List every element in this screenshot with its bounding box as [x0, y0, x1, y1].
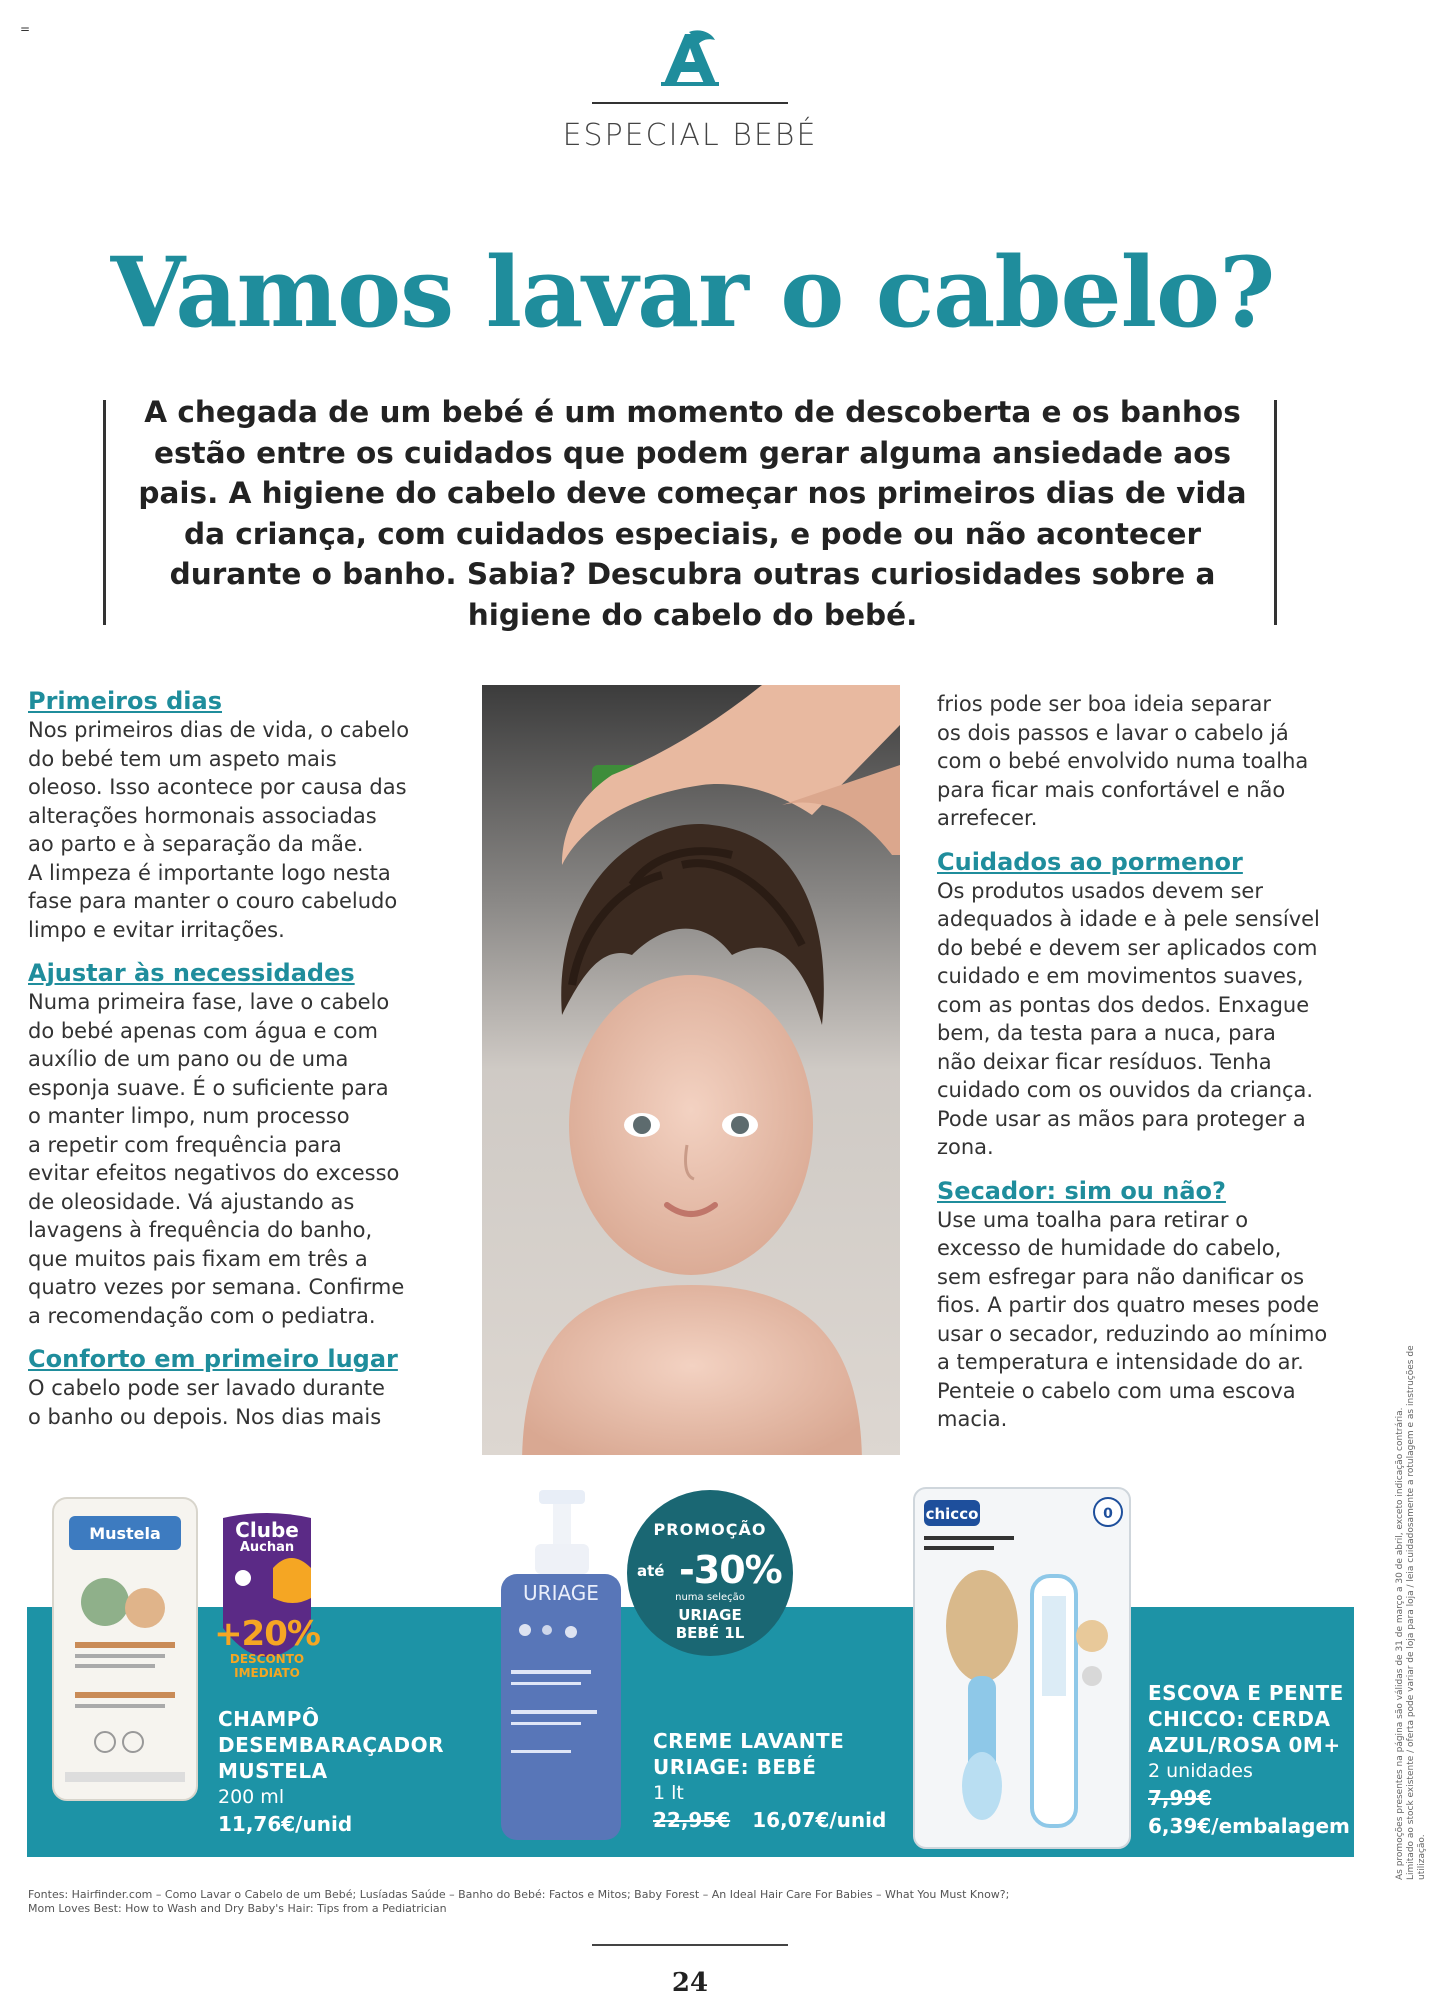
- svg-text:0: 0: [1103, 1506, 1113, 1522]
- clube-discount-pct: +20%: [214, 1614, 320, 1654]
- page-number: 24: [671, 1968, 709, 1998]
- heading-cuidados: Cuidados ao pormenor: [937, 847, 1243, 876]
- heading-secador: Secador: sim ou não?: [937, 1176, 1226, 1205]
- heading-conforto: Conforto em primeiro lugar: [28, 1345, 398, 1373]
- body-ajustar: Numa primeira fase, lave o cabelo do bebé apenas com água e com auxílio de um pano ou de uma esponja suave. É o suficiente para o manter limpo, num processo a repetir com frequência para evitar efeitos negativos do excesso de oleosidade. Vá ajustando as lavagens à frequência do banho, que muitos pais fixam em três a quatro vezes por semana. Confirme a recomendação com o pediatra.: [28, 990, 405, 1328]
- promo-selection: numa seleção: [675, 1592, 745, 1603]
- product-old-price-value: 7,99€: [1148, 1786, 1212, 1810]
- product-name: CHAMPÔ DESEMBARAÇADOR MUSTELA: [218, 1707, 444, 1783]
- clube-imediato: IMEDIATO: [234, 1666, 300, 1680]
- product-old-price: 22,95€: [653, 1808, 731, 1832]
- promo-label: PROMOÇÃO: [653, 1520, 767, 1539]
- promo-target: URIAGE BEBÉ 1L: [675, 1606, 745, 1642]
- footer-rule: [592, 1944, 788, 1946]
- page-headline: Vamos lavar o cabelo?: [110, 236, 1275, 349]
- body-conforto-cont: frios pode ser boa ideia separar os dois passos e lavar o cabelo já com o bebé envolvido numa toalha para ficar mais confortável e não arrefecer.: [937, 692, 1309, 830]
- product-price: 16,07€/unid: [752, 1808, 887, 1832]
- product-price: 11,76€/unid: [218, 1812, 353, 1836]
- promo-badge: [627, 1490, 793, 1656]
- product-chicco[interactable]: [1148, 1680, 1358, 1840]
- auchan-logo-icon: [655, 28, 725, 90]
- product-name: ESCOVA E PENTE CHICCO: CERDA AZUL/ROSA 0M+: [1148, 1681, 1344, 1757]
- clube-auchan-badge: [213, 1508, 321, 1686]
- intro-paragraph: A chegada de um bebé é um momento de descoberta e os banhos estão entre os cuidados que podem gerar alguma ansiedade aos pais. A higiene do cabelo deve começar nos primeiros dias de vida da criança, com cuidados especiais, e pode ou não acontecer durante o banho. Sabia? Descubra outras curiosidades sobre a higiene do cabelo do bebé.: [138, 395, 1247, 632]
- product-old-price: [1148, 1784, 1358, 1812]
- sources-footnote: Fontes: Hairfinder.com – Como Lavar o Cabelo de um Bebé; Lusíadas Saúde – Banho do Bebé: Factos e Mitos; Baby Forest – An Ideal Hair Care For Babies – What You Must Know?; Mom Loves Best: How to Wash and Dry Baby's Hair: Tips from a Pediatrician: [28, 1888, 1010, 1915]
- baby-hair-washing-photo: [482, 685, 900, 1455]
- product-qty: 1 lt: [653, 1782, 684, 1804]
- svg-text:Mustela: Mustela: [89, 1524, 161, 1543]
- product-uriage[interactable]: [653, 1728, 913, 1834]
- body-conforto: O cabelo pode ser lavado durante o banho ou depois. Nos dias mais: [28, 1376, 385, 1429]
- uriage-bottle-image: [495, 1490, 627, 1846]
- clube-label: Clube: [235, 1518, 299, 1542]
- body-cuidados: Os produtos usados devem ser adequados à idade e à pele sensível do bebé e devem ser aplicados com cuidado e em movimentos suaves, com as pontas dos dedos. Enxague bem, da testa para a nuca, para não deixar ficar resíduos. Tenha cuidado com os ouvidos da criança. Pode usar as mãos para proteger a zona.: [937, 878, 1320, 1159]
- product-mustela[interactable]: [218, 1706, 458, 1838]
- body-primeiros-dias: Nos primeiros dias de vida, o cabelo do bebé tem um aspeto mais oleoso. Isso acontece por causa das alterações hormonais associadas ao parto e à separação da mãe. A limpeza é importante logo nesta fase para manter o couro cabeludo limpo e evitar irritações.: [28, 718, 410, 942]
- svg-text:chicco: chicco: [925, 1505, 979, 1523]
- promo-ate: até: [637, 1562, 665, 1580]
- product-name: CREME LAVANTE URIAGE: BEBÉ: [653, 1729, 845, 1779]
- product-price-row: [653, 1806, 913, 1834]
- legal-side-note: As promoções presentes na página são válidas de 31 de março a 30 de abril, exceto indicação contrária. Limitado ao stock existente / oferta pode variar de loja para loja / leia cuidadosamente a rotulagem e as instruções de utilização.: [1395, 1345, 1427, 1880]
- clube-auchan-label: Auchan: [239, 1540, 295, 1555]
- mustela-shampoo-image: [45, 1492, 205, 1812]
- chicco-brush-comb-image: [912, 1486, 1132, 1851]
- product-price: 6,39€/embalagem: [1148, 1814, 1350, 1838]
- section-label: ESPECIAL BEBÉ: [562, 118, 818, 153]
- clube-desconto: DESCONTO: [229, 1652, 305, 1666]
- intro-divider-right: [1274, 400, 1277, 625]
- product-qty: 2 unidades: [1148, 1760, 1253, 1782]
- product-qty: 200 ml: [218, 1786, 285, 1808]
- heading-ajustar: Ajustar às necessidades: [28, 959, 355, 987]
- left-column: [28, 686, 448, 1445]
- menu-icon[interactable]: =: [20, 22, 31, 36]
- svg-text:URIAGE: URIAGE: [523, 1581, 599, 1605]
- heading-primeiros-dias: Primeiros dias: [28, 687, 223, 715]
- header-rule: [592, 102, 788, 104]
- body-secador: Use uma toalha para retirar o excesso de humidade do cabelo, sem esfregar para não danificar os fios. A partir dos quatro meses pode usar o secador, reduzindo ao mínimo a temperatura e intensidade do ar. Penteie o cabelo com uma escova macia.: [937, 1207, 1328, 1431]
- promo-pct: -30%: [679, 1548, 782, 1592]
- intro-divider-left: [103, 400, 106, 625]
- right-column: [937, 690, 1357, 1448]
